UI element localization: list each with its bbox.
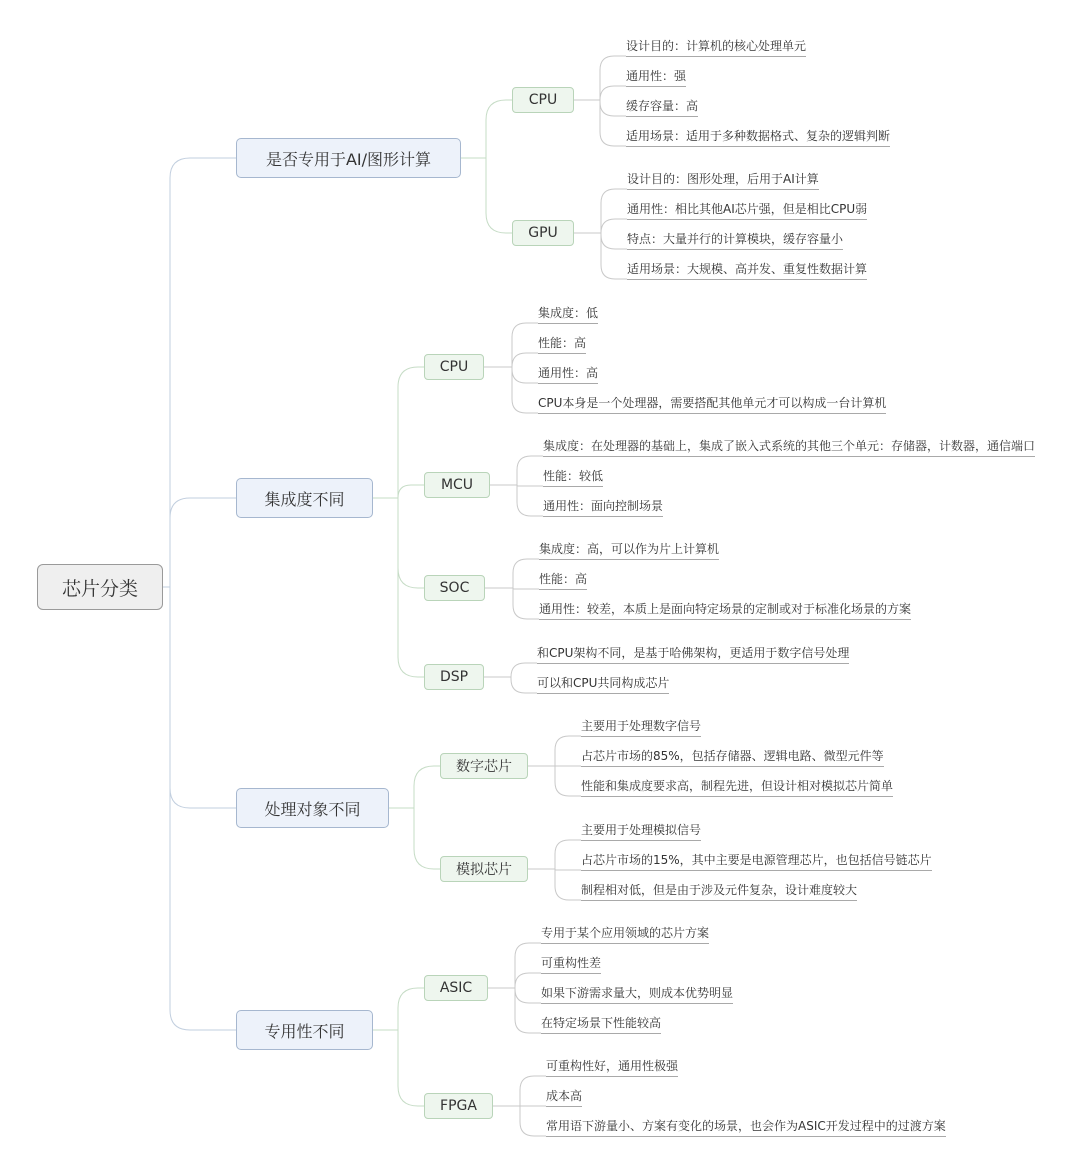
subtopic-gpu[interactable]: GPU: [512, 220, 574, 246]
connector-line: [555, 869, 581, 870]
connector-line: [398, 1030, 424, 1106]
connector-line: [601, 189, 627, 233]
connector-line: [515, 988, 541, 1003]
connector-line: [414, 808, 440, 869]
connector-line: [555, 766, 581, 796]
connector-line: [398, 367, 424, 498]
connector-line: [515, 943, 541, 988]
leaf-text: 性能：高: [539, 571, 587, 590]
leaf-text: 集成度：高，可以作为片上计算机: [539, 541, 719, 560]
connector-line: [520, 1106, 546, 1136]
connector-line: [513, 588, 539, 619]
connector-line: [517, 485, 543, 516]
connector-line: [170, 158, 236, 587]
connector-line: [398, 498, 424, 588]
connector-line: [398, 988, 424, 1030]
leaf-text: 通用性：高: [538, 365, 598, 384]
leaf-text: 性能：较低: [543, 468, 603, 487]
leaf-text: 性能和集成度要求高，制程先进，但设计相对模拟芯片简单: [581, 778, 893, 797]
subtopic-analog-chip[interactable]: 模拟芯片: [440, 856, 528, 882]
leaf-text: 在特定场景下性能较高: [541, 1015, 661, 1034]
connector-line: [512, 367, 538, 413]
leaf-text: 成本高: [546, 1088, 582, 1107]
connector-line: [398, 485, 424, 498]
connector-line: [513, 559, 539, 588]
leaf-text: 如果下游需求量大，则成本优势明显: [541, 985, 733, 1004]
connector-line: [601, 233, 627, 249]
topic-ai-graphics[interactable]: 是否专用于AI/图形计算: [236, 138, 461, 178]
leaf-text: 集成度：在处理器的基础上，集成了嵌入式系统的其他三个单元：存储器，计数器，通信端口: [543, 438, 1035, 457]
leaf-text: 设计目的：图形处理，后用于AI计算: [627, 171, 819, 190]
connector-line: [555, 736, 581, 766]
topic-processing-object[interactable]: 处理对象不同: [236, 788, 389, 828]
connector-line: [517, 456, 543, 485]
leaf-text: 性能：高: [538, 335, 586, 354]
connector-line: [600, 100, 626, 146]
connector-line: [515, 973, 541, 988]
leaf-text: 通用性：强: [626, 68, 686, 87]
leaf-text: 可重构性差: [541, 955, 601, 974]
leaf-text: 可重构性好，通用性极强: [546, 1058, 678, 1077]
leaf-text: 通用性：较差，本质上是面向特定场景的定制或对于标准化场景的方案: [539, 601, 911, 620]
topic-integration[interactable]: 集成度不同: [236, 478, 373, 518]
subtopic-fpga[interactable]: FPGA: [424, 1093, 493, 1119]
leaf-text: 制程相对低，但是由于涉及元件复杂，设计难度较大: [581, 882, 857, 901]
root-topic[interactable]: 芯片分类: [37, 564, 163, 610]
connector-line: [520, 1076, 546, 1106]
connector-line: [512, 353, 538, 367]
leaf-text: 适用场景：大规模、高并发、重复性数据计算: [627, 261, 867, 280]
leaf-text: 通用性：面向控制场景: [543, 498, 663, 517]
leaf-text: 适用场景：适用于多种数据格式、复杂的逻辑判断: [626, 128, 890, 147]
leaf-text: 专用于某个应用领域的芯片方案: [541, 925, 709, 944]
connector-line: [600, 86, 626, 100]
leaf-text: 和CPU架构不同，是基于哈佛架构，更适用于数字信号处理: [537, 645, 849, 664]
leaf-text: 常用语下游量小、方案有变化的场景，也会作为ASIC开发过程中的过渡方案: [546, 1118, 946, 1137]
subtopic-dsp[interactable]: DSP: [424, 664, 484, 690]
connector-line: [555, 840, 581, 869]
connector-line: [600, 56, 626, 100]
connector-line: [601, 219, 627, 233]
topic-specificity[interactable]: 专用性不同: [236, 1010, 373, 1050]
connector-line: [513, 588, 539, 589]
connector-line: [414, 766, 440, 808]
connector-line: [512, 323, 538, 367]
leaf-text: 设计目的：计算机的核心处理单元: [626, 38, 806, 57]
connector-line: [170, 498, 236, 587]
subtopic-cpu-integration[interactable]: CPU: [424, 354, 484, 380]
connector-line: [601, 233, 627, 279]
leaf-text: 主要用于处理数字信号: [581, 718, 701, 737]
leaf-text: 缓存容量：高: [626, 98, 698, 117]
connector-line: [512, 367, 538, 383]
connector-line: [511, 663, 537, 677]
connector-line: [600, 100, 626, 116]
leaf-text: 主要用于处理模拟信号: [581, 822, 701, 841]
subtopic-asic[interactable]: ASIC: [424, 975, 488, 1001]
leaf-text: 通用性：相比其他AI芯片强，但是相比CPU弱: [627, 201, 867, 220]
connector-line: [517, 485, 543, 486]
connector-line: [555, 869, 581, 900]
leaf-text: 可以和CPU共同构成芯片: [537, 675, 669, 694]
leaf-text: CPU本身是一个处理器，需要搭配其他单元才可以构成一台计算机: [538, 395, 886, 414]
subtopic-mcu[interactable]: MCU: [424, 472, 490, 498]
subtopic-cpu-ai[interactable]: CPU: [512, 87, 574, 113]
leaf-text: 集成度：低: [538, 305, 598, 324]
connector-line: [511, 677, 537, 693]
connector-line: [486, 158, 512, 233]
leaf-text: 占芯片市场的15%，其中主要是电源管理芯片，也包括信号链芯片: [581, 852, 932, 871]
subtopic-soc[interactable]: SOC: [424, 575, 485, 601]
connector-line: [486, 100, 512, 158]
leaf-text: 占芯片市场的85%，包括存储器、逻辑电路、微型元件等: [581, 748, 884, 767]
connector-line: [515, 988, 541, 1033]
leaf-text: 特点：大量并行的计算模块，缓存容量小: [627, 231, 843, 250]
connector-line: [170, 587, 236, 808]
subtopic-digital-chip[interactable]: 数字芯片: [440, 753, 528, 779]
